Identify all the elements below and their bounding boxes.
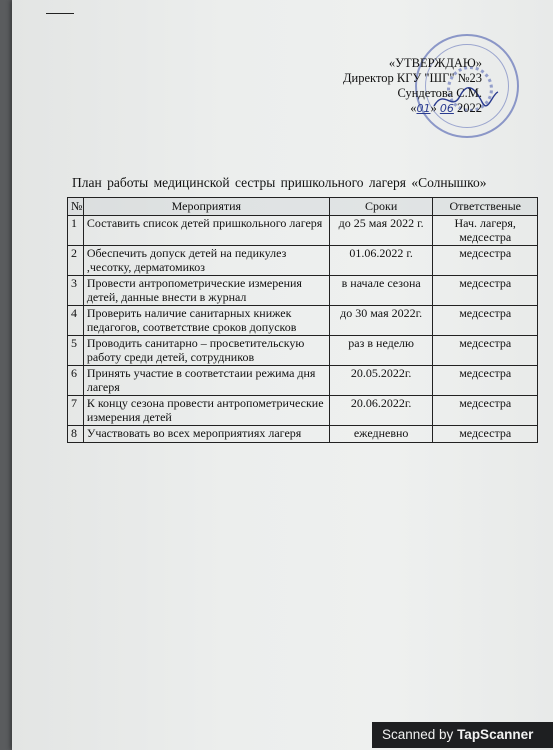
- table-row: [68, 246, 538, 276]
- row-activity: Проверить наличие санитарных книжек педагогов, соответствие сроков допусков: [83, 306, 329, 336]
- row-activity: Провести антропометрические измерения детей, данные внести в журнал: [83, 276, 329, 306]
- approval-day: 01: [416, 102, 431, 115]
- table-header-row: [68, 198, 538, 216]
- row-date: 01.06.2022 г.: [329, 246, 433, 276]
- row-number: 3: [68, 276, 84, 306]
- row-activity: Проводить санитарно – просветительскую работу среди детей, сотрудников: [83, 336, 329, 366]
- approval-block: [312, 56, 482, 116]
- table-row: [68, 276, 538, 306]
- table-row: [68, 306, 538, 336]
- row-responsible: медсестра: [433, 336, 538, 366]
- row-activity: Принять участие в соответстаии режима дня лагеря: [83, 366, 329, 396]
- table-row: [68, 396, 538, 426]
- row-responsible: Нач. лагеря, медсестра: [433, 216, 538, 246]
- row-number: 5: [68, 336, 84, 366]
- row-date: 20.06.2022г.: [329, 396, 433, 426]
- work-plan-table: [67, 197, 538, 443]
- top-rule: [46, 13, 74, 14]
- row-date: раз в неделю: [329, 336, 433, 366]
- row-number: 2: [68, 246, 84, 276]
- row-number: 8: [68, 426, 84, 443]
- header-dates: Сроки: [329, 198, 433, 216]
- approval-position: Директор КГУ "ШГ" №23: [343, 71, 482, 85]
- row-number: 6: [68, 366, 84, 396]
- header-responsible: Ответственые: [433, 198, 538, 216]
- row-responsible: медсестра: [433, 426, 538, 443]
- approval-date: «01» 06 2022: [410, 101, 482, 115]
- scanner-watermark: Scanned by TapScanner: [372, 722, 553, 748]
- row-activity: К концу сезона провести антропометрические измерения детей: [83, 396, 329, 426]
- row-date: в начале сезона: [329, 276, 433, 306]
- row-responsible: медсестра: [433, 276, 538, 306]
- row-number: 4: [68, 306, 84, 336]
- document-title: План работы медицинской сестры пришкольного лагеря «Солнышко»: [72, 175, 487, 190]
- row-activity: Участвовать во всех мероприятиях лагеря: [83, 426, 329, 443]
- approval-month: 06: [439, 102, 454, 115]
- approval-name: Сундетова С.М.: [397, 86, 482, 100]
- row-date: до 30 мая 2022г.: [329, 306, 433, 336]
- table-row: [68, 426, 538, 443]
- row-responsible: медсестра: [433, 396, 538, 426]
- header-activity: Мероприятия: [83, 198, 329, 216]
- table-row: [68, 366, 538, 396]
- document-page: [12, 0, 553, 750]
- row-responsible: медсестра: [433, 366, 538, 396]
- row-number: 1: [68, 216, 84, 246]
- approval-heading: «УТВЕРЖДАЮ»: [388, 56, 482, 70]
- table-row: [68, 336, 538, 366]
- row-activity: Обеспечить допуск детей на педикулез ,чесотку, дерматомикоз: [83, 246, 329, 276]
- row-date: 20.05.2022г.: [329, 366, 433, 396]
- table-row: [68, 216, 538, 246]
- header-number: №: [68, 198, 84, 216]
- row-date: ежедневно: [329, 426, 433, 443]
- row-responsible: медсестра: [433, 306, 538, 336]
- row-activity: Составить список детей пришкольного лагеря: [83, 216, 329, 246]
- row-number: 7: [68, 396, 84, 426]
- row-responsible: медсестра: [433, 246, 538, 276]
- row-date: до 25 мая 2022 г.: [329, 216, 433, 246]
